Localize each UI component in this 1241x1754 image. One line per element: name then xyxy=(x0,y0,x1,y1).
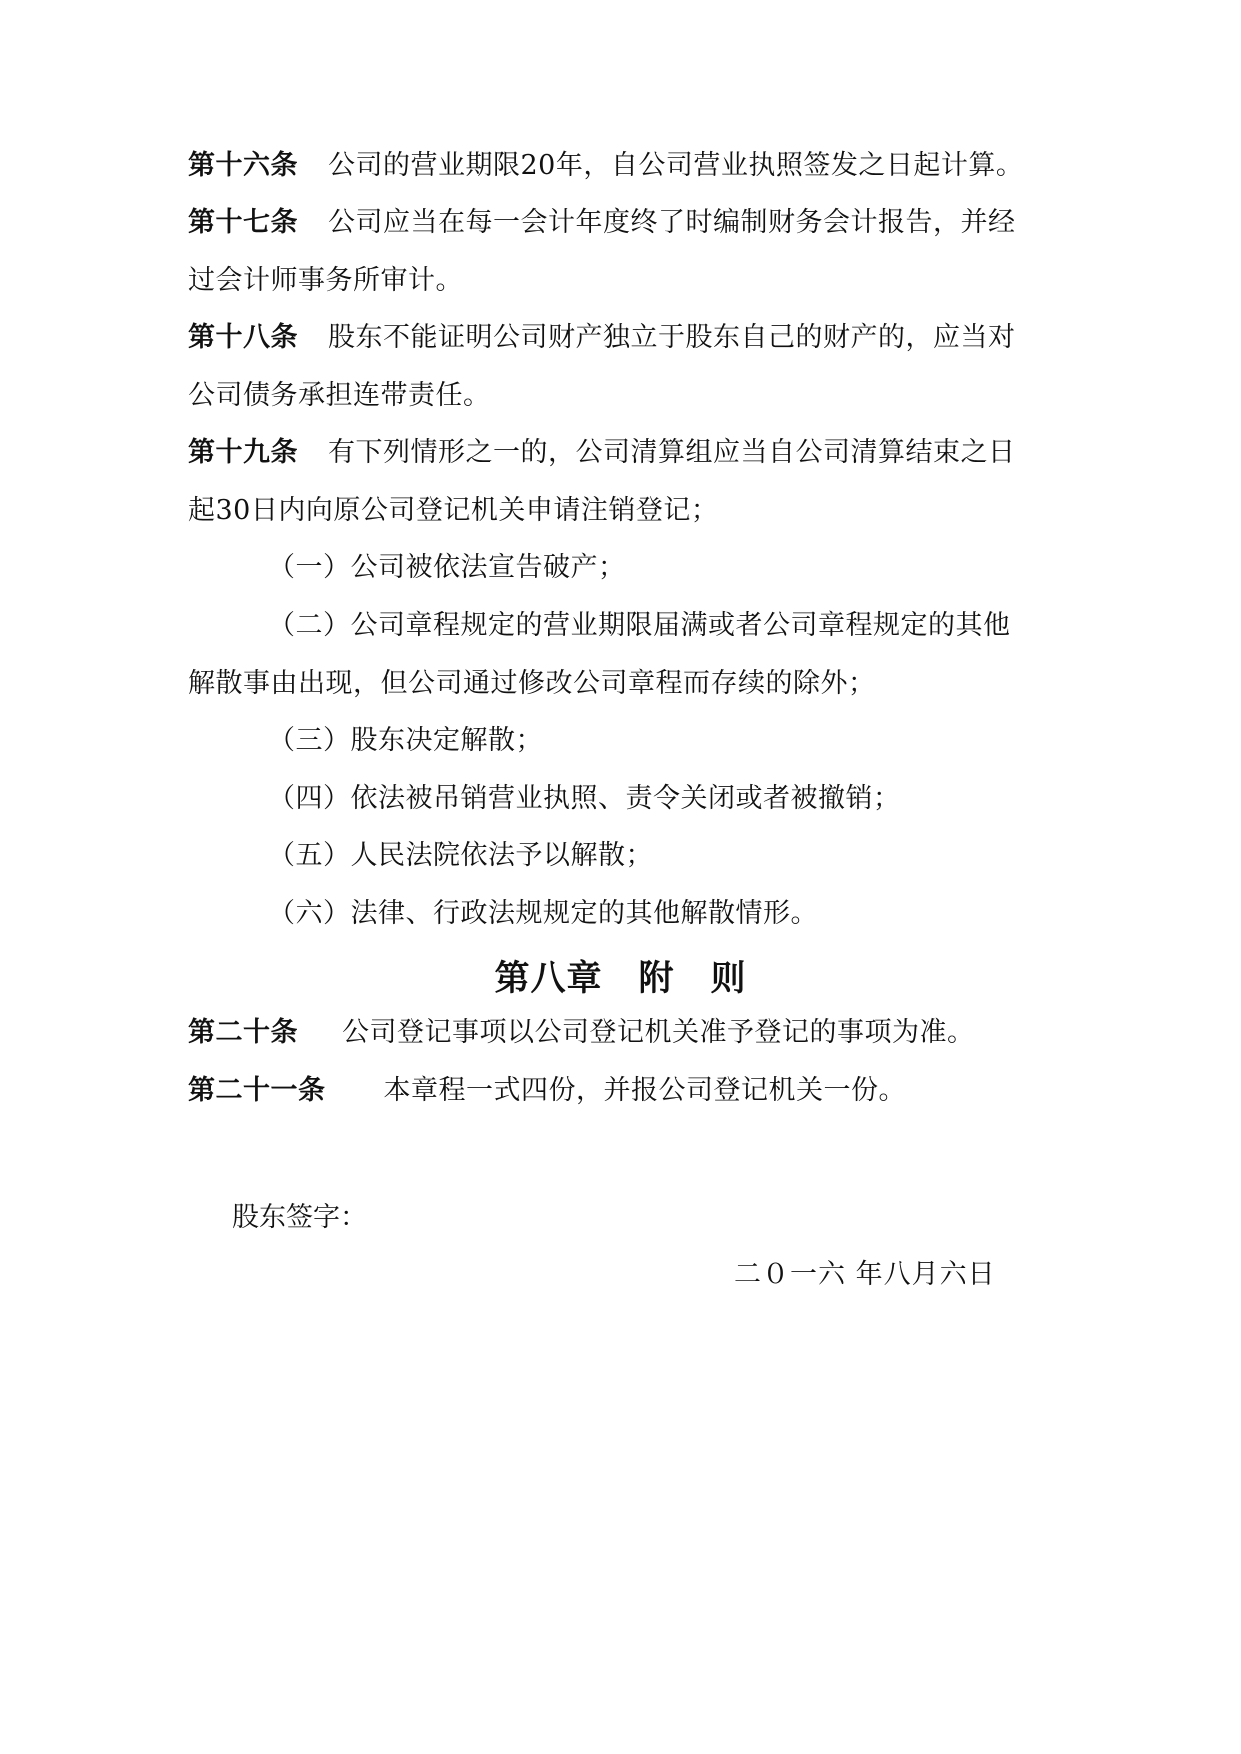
article-17-label: 第十七条 xyxy=(188,207,298,238)
article-19-line-2 xyxy=(188,493,1088,529)
case-2-line-2: 解散事由出现，但公司通过修改公司章程而存续的除外； xyxy=(188,668,876,699)
article-16-line-1 xyxy=(188,148,1088,184)
article-20-line xyxy=(188,1015,1088,1051)
article-17-text-2: 过会计师事务所审计。 xyxy=(188,265,463,296)
article-16-label: 第十六条 xyxy=(188,150,298,181)
article-18-text-2: 公司债务承担连带责任。 xyxy=(188,380,491,411)
article-18-label: 第十八条 xyxy=(188,322,298,353)
article-17-text-1: 公司应当在每一会计年度终了时编制财务会计报告，并经 xyxy=(328,207,1016,238)
article-19-text-2: 起30日内向原公司登记机关申请注销登记； xyxy=(188,495,719,526)
article-16-text: 公司的营业期限20年，自公司营业执照签发之日起计算。 xyxy=(328,150,1024,181)
article-17-line-1 xyxy=(188,205,1088,241)
article-19-label: 第十九条 xyxy=(188,437,298,468)
case-2-line-1: （二）公司章程规定的营业期限届满或者公司章程规定的其他 xyxy=(268,610,1011,641)
case-4: （四）依法被吊销营业执照、责令关闭或者被撤销； xyxy=(268,783,901,814)
article-18-line-2 xyxy=(188,378,1088,414)
article-20-label: 第二十条 xyxy=(188,1017,298,1048)
article-20-text: 公司登记事项以公司登记机关准予登记的事项为准。 xyxy=(342,1017,975,1048)
article-18-text-1: 股东不能证明公司财产独立于股东自己的财产的，应当对 xyxy=(328,322,1016,353)
article-17-line-2 xyxy=(188,263,1088,299)
article-18-line-1 xyxy=(188,320,1088,356)
article-21-label: 第二十一条 xyxy=(188,1075,326,1106)
document-date: 二０一六 年八月六日 xyxy=(734,1259,996,1290)
article-21-text: 本章程一式四份，并报公司登记机关一份。 xyxy=(383,1075,906,1106)
shareholder-signature-label: 股东签字： xyxy=(232,1202,367,1233)
article-21-line xyxy=(188,1073,1088,1109)
case-5: （五）人民法院依法予以解散； xyxy=(268,840,653,871)
chapter-heading: 第八章 附 则 xyxy=(494,959,747,999)
case-6: （六）法律、行政法规规定的其他解散情形。 xyxy=(268,898,818,929)
case-1: （一）公司被依法宣告破产； xyxy=(268,552,626,583)
article-19-line-1 xyxy=(188,435,1088,471)
article-19-text-1: 有下列情形之一的，公司清算组应当自公司清算结束之日 xyxy=(328,437,1016,468)
case-3: （三）股东决定解散； xyxy=(268,725,543,756)
